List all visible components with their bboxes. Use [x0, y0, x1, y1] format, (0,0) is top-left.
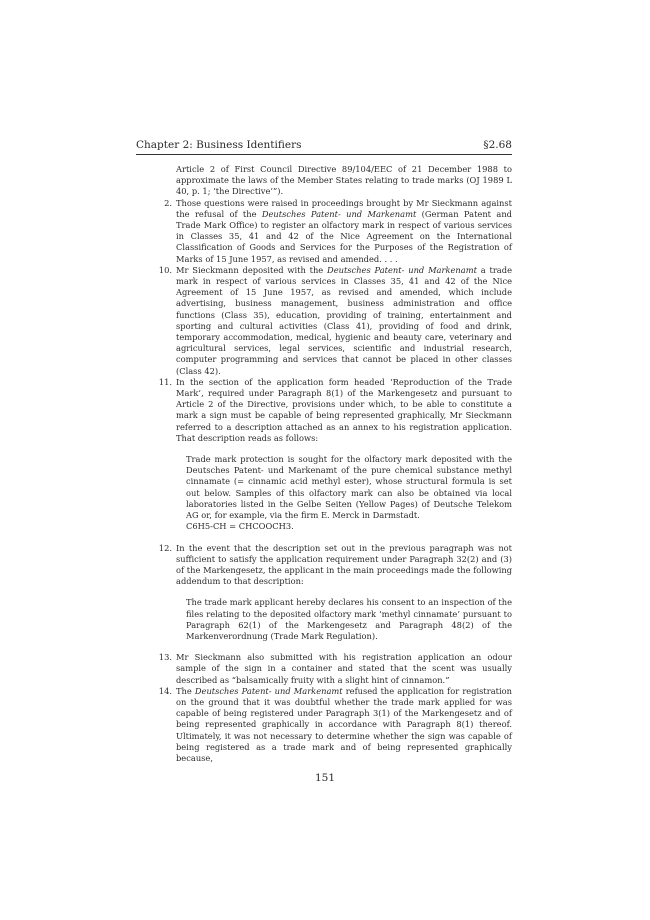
paragraph-number: 11.: [158, 376, 172, 387]
paragraph-10: [136, 265, 512, 377]
section-number: §2.68: [483, 139, 512, 151]
paragraph-number: 14.: [158, 685, 172, 696]
paragraph-13: [136, 652, 512, 686]
paragraph-12: [136, 543, 512, 588]
page-number: 151: [314, 772, 336, 784]
paragraph-11: [136, 377, 512, 444]
paragraph-number: 12.: [158, 542, 172, 553]
paragraph-text: Mr Sieckmann also submitted with his registration application an odour sample of the sign in a container and stated that the scent was usually described as “balsamically fruity with a slight hint of cinnamon.”: [176, 652, 512, 685]
paragraph-continued: [136, 164, 512, 198]
paragraph-number: 10.: [158, 264, 172, 275]
chemical-formula: C6H5-CH = CHCOOCH3.: [186, 521, 294, 532]
paragraph-text: In the section of the application form headed ‘Reproduction of the Trade Mark’, required under Paragraph 8(1) of the Markengesetz and pursuant to Article 2 of the Directive, provisions under which, to be able to constitute a mark a sign must be capable of being represented graphically, Mr Sieckmann referred to a description attached as an annex to his registration application. That description reads as follows:: [176, 376, 512, 443]
paragraph-number: 2.: [164, 197, 172, 208]
quote-text: The trade mark applicant hereby declares his consent to an inspection of the files relating to the deposited olfactory mark ‘methyl cinnamate’ pursuant to Paragraph 62(1) of the Markengesetz and Paragraph 48(2) of the Markenverordnung (Trade Mark Regulation).: [186, 597, 512, 641]
quote-text: Trade mark protection is sought for the olfactory mark deposited with the Deutsches Patent- und Markenamt of the pure chemical substance methyl cinnamate (= cinnamic acid methyl ester), whose structural formula is set out below. Samples of this olfactory mark can also be obtained via local laboratories listed in the Gelbe Seiten (Yellow Pages) of Deutsche Telekom AG or, for example, via the firm E. Merck in Darmstadt.: [186, 454, 512, 521]
paragraph-text: Those questions were raised in proceedings brought by Mr Sieckmann against the refusal of the Deutsches Patent- und Markenamt (German Patent and Trade Mark Office) to register an olfactory mark in respect of various services in Classes 35, 41 and 42 of the Nice Agreement on the International Classification of Goods and Services for the Purposes of the Registration of Marks of 15 June 1957, as revised and amended. . . .: [176, 197, 512, 264]
paragraph-2: [136, 198, 512, 265]
paragraph-text: Mr Sieckmann deposited with the Deutsches Patent- und Markenamt a trade mark in respect of various services in Classes 35, 41 and 42 of the Nice Agreement of 15 June 1957, as revised and amended, which include advertising, business management, business administration and office functions (Class 35), education, providing of training, entertainment and sporting and cultural activities (Class 41), providing of food and drink, temporary accommodation, medical, hygienic and beauty care, veterinary and agricultural services, legal services, scientific and industrial research, computer programming and services that cannot be placed in other classes (Class 42).: [176, 264, 512, 376]
body-text: [136, 164, 512, 764]
paragraph-number: 13.: [158, 652, 172, 663]
paragraph-text: Article 2 of First Council Directive 89/104/EEC of 21 December 1988 to approximate the laws of the Member States relating to trade marks (OJ 1989 L 40, p. 1; ‘the Directive’”).: [176, 164, 512, 197]
paragraph-14: [136, 686, 512, 764]
paragraph-number: [136, 164, 176, 198]
paragraph-text: The Deutsches Patent- und Markenamt refused the application for registration on the ground that it was doubtful whether the trade mark applied for was capable of being registered under Paragraph 3(1) of the Markengesetz and of being represented graphically in accordance with Paragraph 8(1) thereof. Ultimately, it was not necessary to determine whether the sign was capable of being registered as a trade mark and of being represented graphically because,: [176, 685, 512, 763]
block-quote-description: [186, 454, 512, 532]
chapter-title: Chapter 2: Business Identifiers: [136, 139, 302, 151]
paragraph-text: In the event that the description set out in the previous paragraph was not sufficient to satisfy the application requirement under Paragraph 32(2) and (3) of the Markengesetz, the applicant in the main proceedings made the following addendum to that description:: [176, 542, 512, 587]
running-header: [136, 139, 512, 155]
block-quote-addendum: [186, 597, 512, 642]
